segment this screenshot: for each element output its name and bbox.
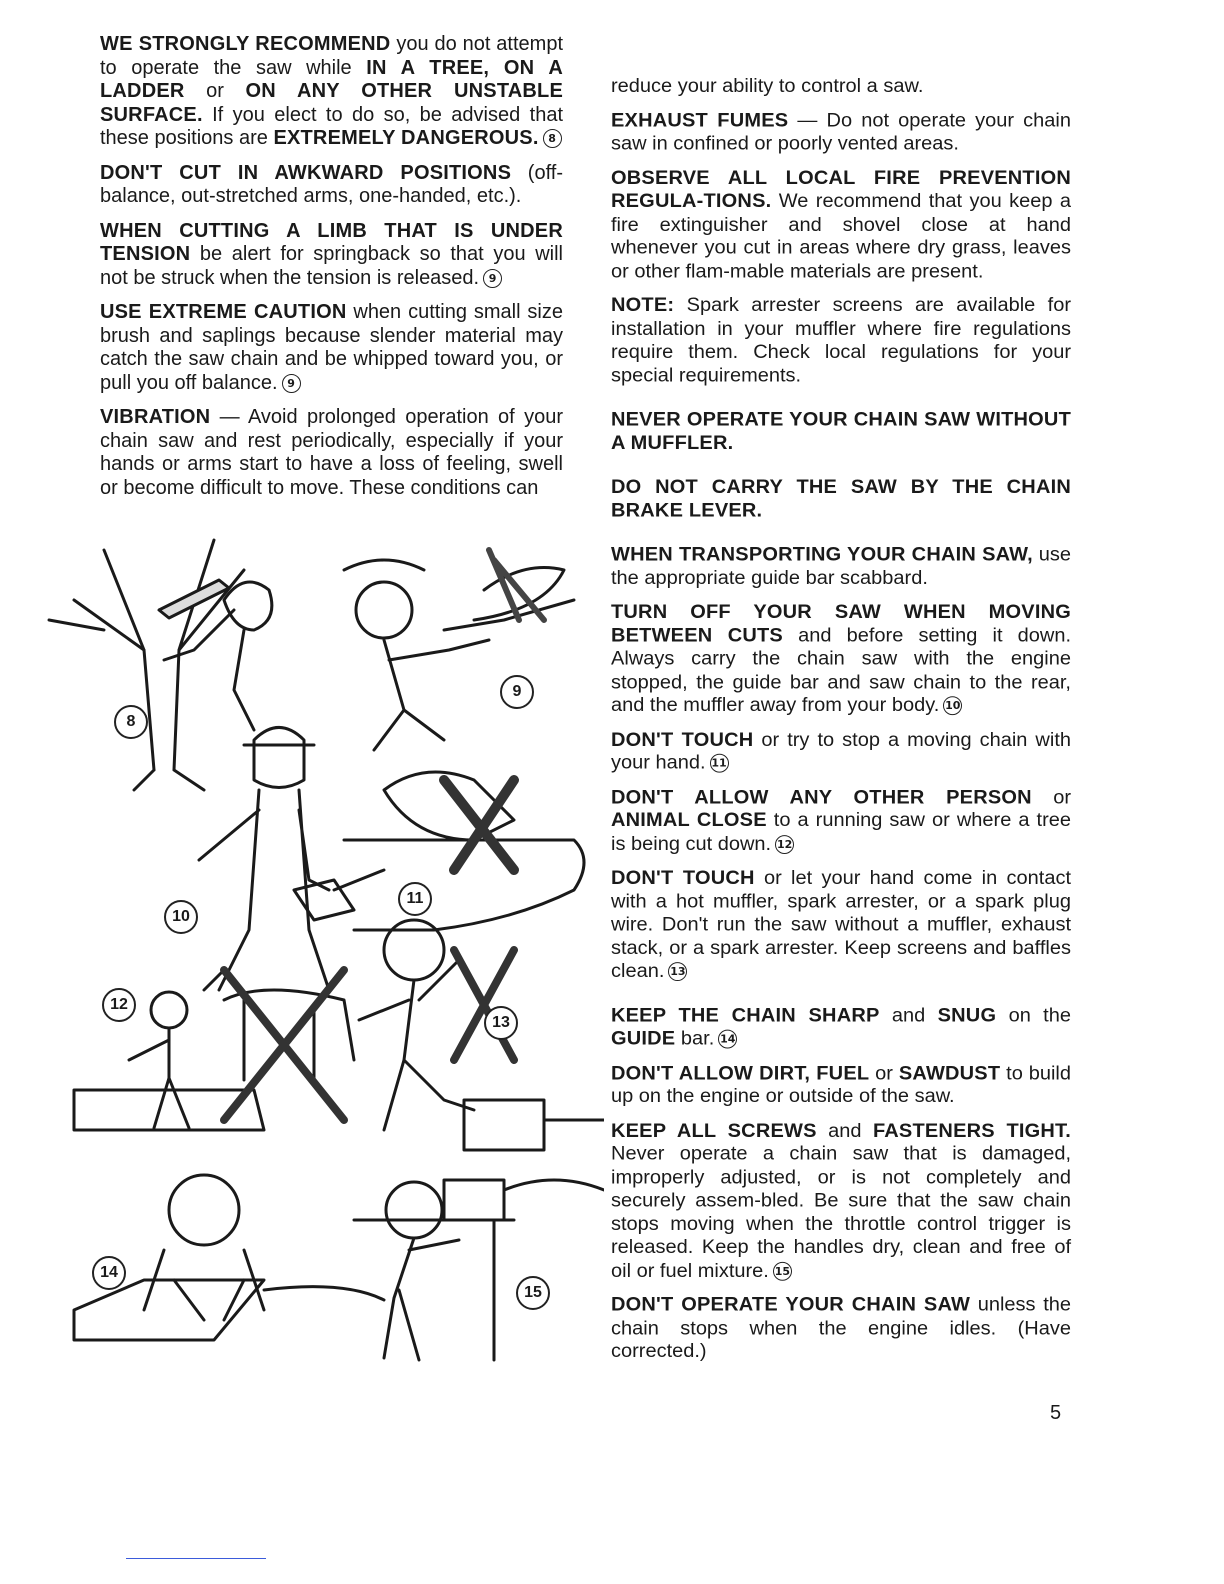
sharpening-figure	[74, 1175, 384, 1340]
paragraph-muffler: NEVER OPERATE YOUR CHAIN SAW WITHOUT A MUFFLER.	[611, 408, 1071, 454]
figure-label-10: 10	[164, 900, 198, 934]
figure-ref: 15	[773, 1261, 792, 1280]
paragraph-transporting: WHEN TRANSPORTING YOUR CHAIN SAW, use the appropriate guide bar scabbard.	[611, 543, 1071, 589]
paragraph-note: NOTE: Spark arrester screens are available for installation in your muffler where fire regulations require them. Check local regulations for your special requirements.	[611, 294, 1071, 387]
figure-ref: 9	[483, 269, 502, 288]
figure-label-13: 13	[484, 1006, 518, 1040]
figure-label-14: 14	[92, 1256, 126, 1290]
figure-label-8: 8	[114, 705, 148, 739]
paragraph-limb-tension: WHEN CUTTING A LIMB THAT IS UNDER TENSION be alert for springback so that you will not be struck when the tension is released. 9	[100, 219, 563, 289]
right-column	[611, 75, 1071, 1375]
paragraph-awkward-positions: DON'T CUT IN AWKWARD POSITIONS (off-balance, out-stretched arms, one-handed, etc.).	[100, 161, 563, 207]
figure-ref: 10	[943, 696, 962, 715]
figure-label-9: 9	[500, 675, 534, 709]
figure-ref: 12	[775, 835, 794, 854]
paragraph-chain-sharp: KEEP THE CHAIN SHARP and SNUG on the GUIDE bar. 14	[611, 1004, 1071, 1050]
paragraph-dirt-fuel: DON'T ALLOW DIRT, FUEL or SAWDUST to build up on the engine or outside of the saw.	[611, 1061, 1071, 1108]
paragraph-fire-prevention: OBSERVE ALL LOCAL FIRE PREVENTION REGULA-TIONS. We recommend that you keep a fire extinguisher and shovel close at hand whenever you cut in areas where dry grass, leaves or other flam-mable materials are present.	[611, 166, 1071, 282]
safety-illustrations	[44, 530, 604, 1370]
figure-ref: 8	[543, 129, 562, 148]
bottom-rule	[126, 1558, 266, 1559]
tree-climber-figure	[49, 540, 272, 790]
paragraph-chain-brake: DO NOT CARRY THE SAW BY THE CHAIN BRAKE LEVER.	[611, 475, 1071, 522]
paragraph-dont-operate: DON'T OPERATE YOUR CHAIN SAW unless the chain stops when the engine idles. (Have corrected.)	[611, 1293, 1071, 1363]
whipped-man-figure	[344, 550, 574, 750]
paragraph-dont-touch-chain: DON'T TOUCH or try to stop a moving chain with your hand. 11	[611, 728, 1071, 774]
figure-label-12: 12	[102, 988, 136, 1022]
paragraph-unstable-surface: WE STRONGLY RECOMMEND you do not attempt to operate the saw while IN A TREE, ON A LADDER or ON ANY OTHER UNSTABLE SURFACE. If you elect to do so, be advised that these positions are EXTREMELY DANGEROUS. 8	[100, 33, 563, 149]
paragraph-continuation: reduce your ability to control a saw.	[611, 75, 924, 97]
left-column	[100, 33, 563, 511]
paragraph-exhaust-fumes: EXHAUST FUMES — Do not operate your chain saw in confined or poorly vented areas.	[611, 109, 1071, 155]
paragraph-hot-muffler: DON'T TOUCH or let your hand come in contact with a hot muffler, spark arrester, or a spark plug wire. Don't run the saw without a muffler, exhaust stack, or a spark arrester. Keep screens and baffles clean. 13	[611, 866, 1071, 983]
glove-chain-figure	[344, 772, 584, 930]
page-number: 5	[1050, 1402, 1062, 1424]
figure-ref: 13	[668, 962, 687, 981]
cartoon-drawings	[44, 530, 604, 1370]
carrying-saw-figure	[199, 728, 384, 991]
figure-ref: 14	[718, 1030, 737, 1049]
figure-ref: 11	[710, 754, 729, 773]
figure-label-11: 11	[398, 882, 432, 916]
paragraph-turn-off: TURN OFF YOUR SAW WHEN MOVING BETWEEN CUTS and before setting it down. Always carry the chain saw with the engine stopped, the guide bar and saw chain to the rear, and the muffler away from your body. 10	[611, 600, 1072, 717]
paragraph-vibration: VIBRATION — Avoid prolonged operation of your chain saw and rest periodically, especially if your hands or arms start to have a loss of feeling, swell or become difficult to move. These conditions can	[100, 406, 563, 499]
paragraph-screws-tight: KEEP ALL SCREWS and FASTENERS TIGHT. Never operate a chain saw that is damaged, improperly adjusted, or is not completely and securely assem-bled. Be sure that the saw chain stops moving when the throttle control trigger is released. Keep the handles dry, clean and free of oil or fuel mixture. 15	[611, 1119, 1071, 1282]
table-saw-figure	[354, 1180, 604, 1360]
hot-muffler-figure	[359, 920, 604, 1150]
paragraph-other-person: DON'T ALLOW ANY OTHER PERSON or ANIMAL CLOSE to a running saw or where a tree is being cut down. 12	[611, 786, 1071, 855]
figure-label-15: 15	[516, 1276, 550, 1310]
figure-ref: 9	[282, 374, 301, 393]
paragraph-extreme-caution: USE EXTREME CAUTION when cutting small size brush and saplings because slender material may catch the saw chain and be whipped toward you, or pull you off balance. 9	[100, 301, 563, 394]
